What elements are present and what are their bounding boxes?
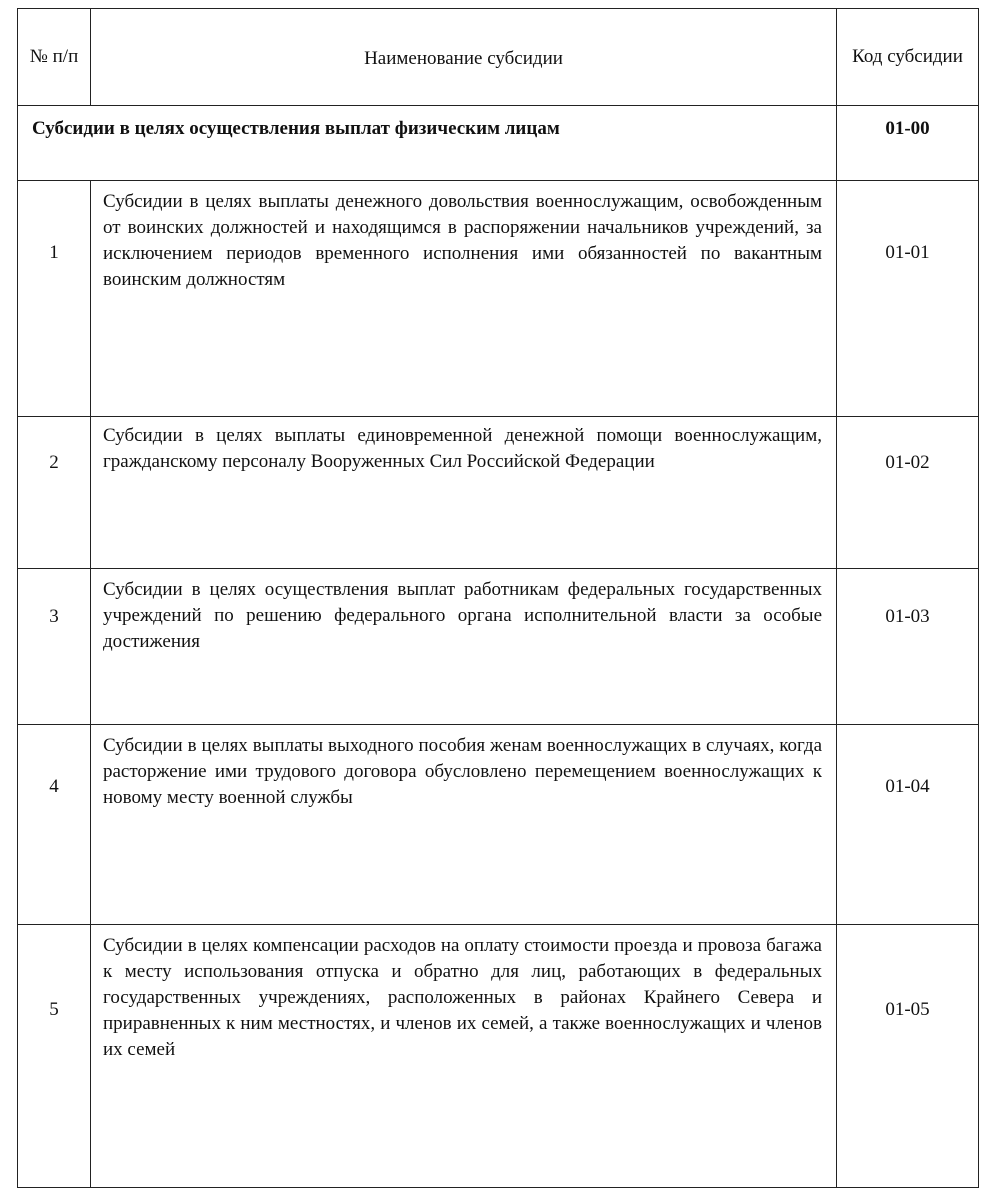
table-row [18, 925, 979, 1188]
row-num: 5 [18, 925, 91, 1188]
row-name: Субсидии в целях выплаты выходного пособия женам военнослужащих в случаях, когда расторжение ими трудового договора обусловлено перемещением военнослужащих к новому месту военной службы [91, 725, 837, 925]
table-row [18, 569, 979, 725]
row-code: 01-01 [837, 181, 979, 417]
row-code: 01-04 [837, 725, 979, 925]
table-header-row [18, 9, 979, 106]
section-code: 01-00 [837, 106, 979, 181]
row-num: 4 [18, 725, 91, 925]
table-row [18, 417, 979, 569]
row-code: 01-05 [837, 925, 979, 1188]
row-code: 01-03 [837, 569, 979, 725]
row-num: 3 [18, 569, 91, 725]
table-row [18, 181, 979, 417]
header-code: Код субсидии [837, 9, 979, 106]
section-name: Субсидии в целях осуществления выплат физическим лицам [18, 106, 837, 181]
row-name: Субсидии в целях осуществления выплат работникам федеральных государственных учреждений по решению федерального органа исполнительной власти за особые достижения [91, 569, 837, 725]
header-num: № п/п [18, 9, 91, 106]
document-page [17, 8, 975, 1188]
row-code: 01-02 [837, 417, 979, 569]
table-row [18, 725, 979, 925]
row-num: 2 [18, 417, 91, 569]
row-name: Субсидии в целях выплаты денежного довольствия военнослужащим, освобожденным от воинских должностей и находящимся в распоряжении начальников учреждений, за исключением периодов временного исполнения ими обязанностей по вакантным воинским должностям [91, 181, 837, 417]
row-name: Субсидии в целях компенсации расходов на оплату стоимости проезда и провоза багажа к месту использования отпуска и обратно для лиц, работающих в федеральных государственных учреждениях, расположенных в районах Крайнего Севера и приравненных к ним местностях, и членов их семей, а также военнослужащих и членов их семей [91, 925, 837, 1188]
header-name: Наименование субсидии [91, 9, 837, 106]
row-name: Субсидии в целях выплаты единовременной денежной помощи военнослужащим, гражданскому персоналу Вооруженных Сил Российской Федерации [91, 417, 837, 569]
row-num: 1 [18, 181, 91, 417]
subsidy-table [17, 8, 979, 1188]
section-row [18, 106, 979, 181]
